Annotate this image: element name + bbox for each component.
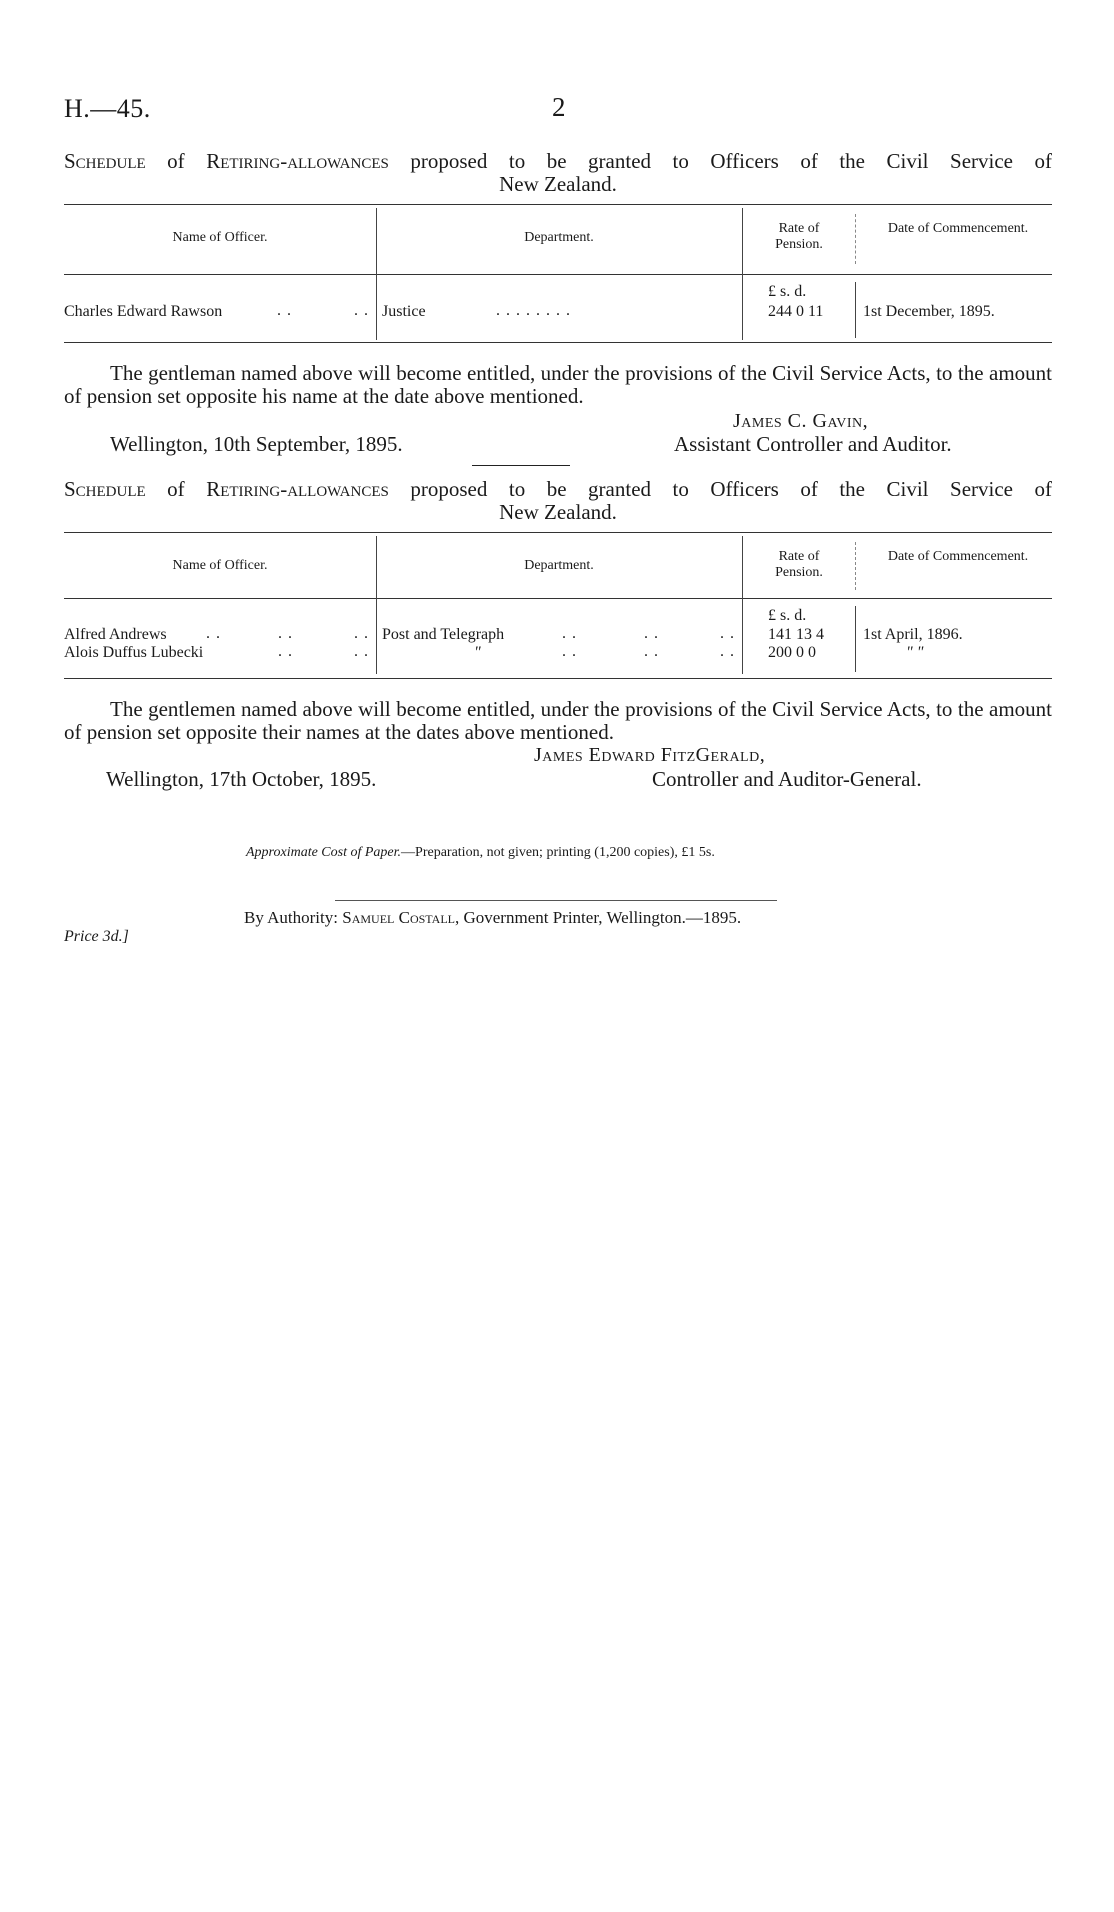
column-header-date: Date of Commencement. [887, 549, 1029, 564]
footer-rule [335, 900, 777, 901]
schedule-2-title [64, 478, 1052, 501]
commencement-date-ditto: " " [906, 644, 924, 661]
cost-label: Approximate Cost of Paper. [246, 845, 402, 860]
schedule-1-statement-text: The gentleman named above will become entitled, under the provisions of the Civil Service Acts, to the amount of pension set opposite his name at the date above mentioned. [64, 361, 1052, 408]
dot-leader: . . [277, 302, 292, 319]
place-date: Wellington, 17th October, 1895. [106, 767, 377, 791]
column-header-name: Name of Officer. [172, 558, 268, 573]
schedule-1-statement [64, 362, 1052, 408]
schedule-1-title-lead: Schedule [64, 149, 146, 173]
schedule-2-statement-text: The gentlemen named above will become entitled, under the provisions of the Civil Service Acts, to the amount of pension set opposite their names at the dates above mentioned. [64, 697, 1052, 744]
dot-leader: . . [562, 643, 577, 660]
authority-name: Samuel Costall [342, 908, 455, 927]
authority-prefix: By Authority: [244, 908, 343, 927]
commencement-date: 1st December, 1895. [863, 303, 995, 320]
commencement-date: 1st April, 1896. [863, 626, 963, 643]
officer-name: Alfred Andrews [64, 626, 167, 643]
signatory-title: Assistant Controller and Auditor. [674, 432, 952, 456]
schedule-1-title [64, 150, 1052, 173]
page-number: 2 [552, 92, 566, 122]
dot-leader: . . [354, 302, 369, 319]
column-header-name: Name of Officer. [172, 230, 268, 245]
department: Post and Telegraph [382, 626, 505, 643]
officer-name: Alois Duffus Lubecki [64, 644, 204, 661]
signatory-title: Controller and Auditor-General. [652, 767, 922, 791]
department-ditto: " [474, 644, 481, 661]
place-date: Wellington, 10th September, 1895. [110, 432, 403, 456]
currency-header: £ s. d. [768, 283, 807, 300]
pension-rate: 244 0 11 [768, 303, 824, 320]
column-header-department: Department. [524, 558, 594, 573]
authority-line [244, 908, 741, 928]
dot-leader: . . [354, 625, 369, 642]
cost-text: —Preparation, not given; printing (1,200 copies), £1 5s. [401, 845, 715, 860]
dot-leader: . . [644, 625, 659, 642]
document-code: H.—45. [64, 94, 151, 123]
officer-name: Charles Edward Rawson [64, 303, 223, 320]
schedule-2-title-of: of [145, 477, 207, 501]
schedule-2-title-line2: New Zealand. [499, 500, 617, 524]
column-header-date: Date of Commencement. [887, 221, 1029, 236]
column-header-rate: Rate of Pension. [775, 549, 823, 580]
divider [472, 465, 570, 466]
column-header-rate: Rate of Pension. [775, 221, 823, 252]
schedule-1-title-line2: New Zealand. [499, 172, 617, 196]
schedule-1-title-sc: Retiring-allowances [206, 149, 389, 173]
dot-leader: . . [720, 643, 735, 660]
signatory-name: James C. Gavin, [733, 410, 869, 432]
price: Price 3d.] [64, 928, 129, 945]
dot-leader: . . [278, 643, 293, 660]
dot-leader: . . [206, 625, 221, 642]
dot-leader: . . [278, 625, 293, 642]
pension-rate: 200 0 0 [768, 644, 816, 661]
schedule-2-statement [64, 698, 1052, 744]
signatory-name: James Edward FitzGerald, [534, 744, 766, 766]
dot-leader: . . [562, 625, 577, 642]
schedule-2-title-sc: Retiring-allowances [206, 477, 389, 501]
cost-note [246, 845, 715, 861]
pension-rate: 141 13 4 [768, 626, 824, 643]
schedule-2-title-lead: Schedule [64, 477, 146, 501]
schedule-1-table [64, 204, 1052, 346]
department: Justice [382, 303, 426, 320]
schedule-1-title-rest: proposed to be granted to Officers of the Civil Service of [388, 149, 1052, 173]
schedule-2-table [64, 532, 1052, 682]
dot-leader: . . . . . . . . [496, 302, 571, 319]
column-header-department: Department. [524, 230, 594, 245]
dot-leader: . . [644, 643, 659, 660]
dot-leader: . . [354, 643, 369, 660]
schedule-2-title-rest: proposed to be granted to Officers of the Civil Service of [388, 477, 1052, 501]
currency-header: £ s. d. [768, 607, 807, 624]
schedule-1-title-of: of [145, 149, 207, 173]
dot-leader: . . [720, 625, 735, 642]
authority-suffix: , Government Printer, Wellington.—1895. [454, 908, 742, 927]
